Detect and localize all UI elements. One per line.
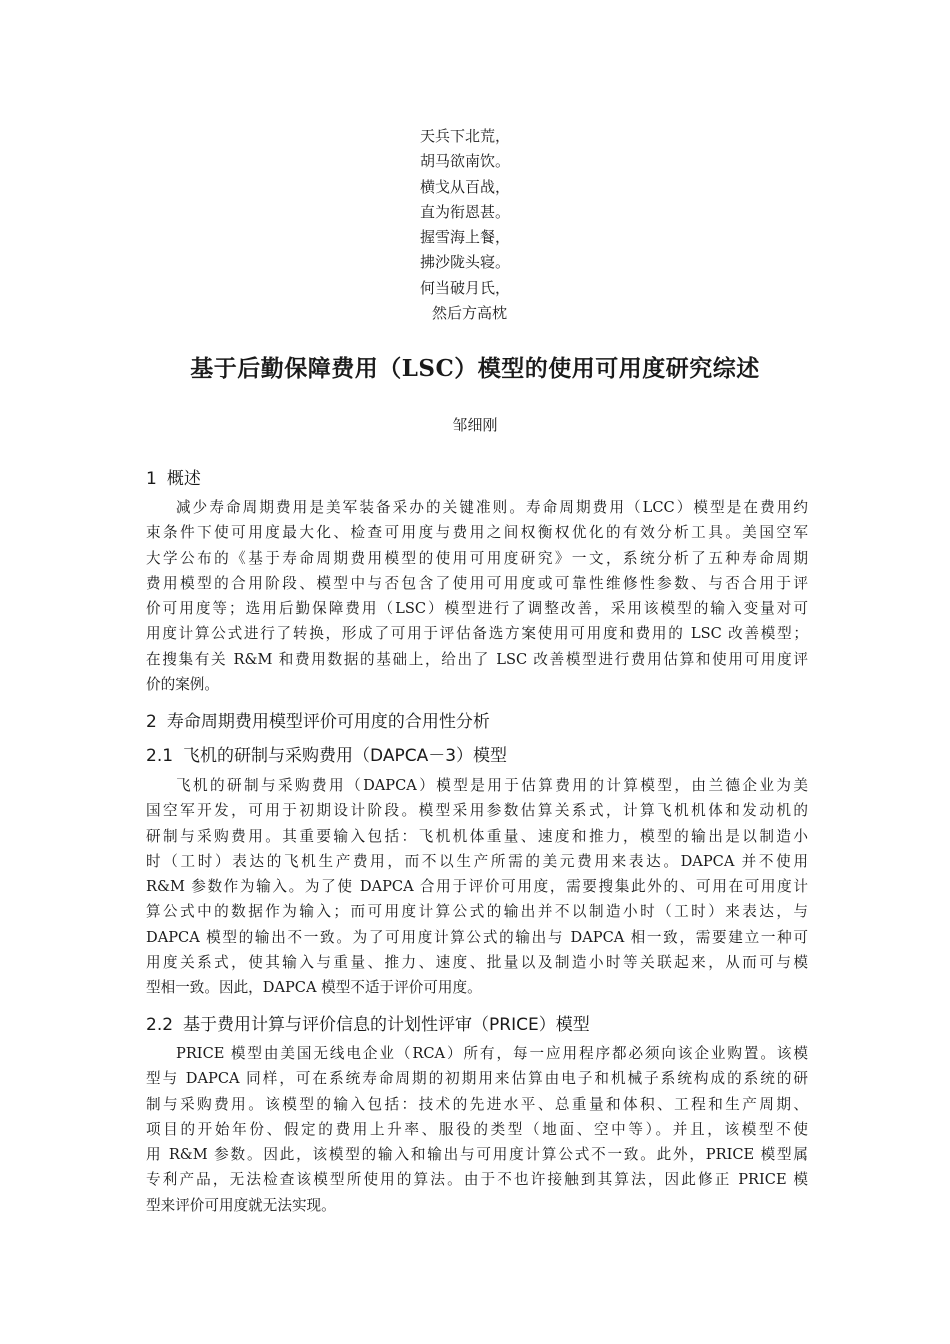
paragraph-line: 制与采购费用。该模型的输入包括：技术的先进水平、总重量和体积、工程和生产周期、 (146, 1095, 808, 1113)
paragraph-line: 研制与采购费用。其重要输入包括：飞机机体重量、速度和推力，模型的输出是以制造小 (146, 827, 808, 845)
section-number: 2.2 (146, 1015, 174, 1035)
paragraph-line: R&M 参数作为输入。为了使 DAPCA 合用于评价可用度，需要搜集此外的、可用在可用度计 (146, 878, 808, 896)
poem-block (420, 124, 560, 326)
paragraph-line: 费用模型的合用阶段、模型中与否包含了使用可用度或可靠性维修性参数、与否合用于评 (146, 574, 808, 592)
paragraph-line: 用 R&M 参数。因此，该模型的输入和输出与可用度计算公式不一致。此外，PRICE 模型属 (146, 1146, 808, 1164)
section-title: 寿命周期费用模型评价可用度的合用性分析 (166, 712, 490, 732)
section-2-2-paragraph (146, 1041, 808, 1218)
section-title: 基于费用计算与评价信息的计划性评审（PRICE）模型 (183, 1015, 590, 1035)
section-number: 2 (146, 712, 157, 732)
section-number: 1 (146, 469, 157, 489)
poem-line: 胡马欲南饮。 (420, 152, 511, 171)
poem-line: 横戈从百战， (420, 177, 511, 196)
document-title: 基于后勤保障费用（LSC）模型的使用可用度研究综述 (190, 355, 760, 382)
paragraph-line: 价可用度等；选用后勤保障费用（LSC）模型进行了调整改善，采用该模型的输入变量对可 (146, 600, 808, 618)
paragraph-line: 用度关系式，使其输入与重量、推力、速度、批量以及制造小时等关联起来，从而可与模 (146, 954, 808, 972)
author-name: 邹细刚 (452, 416, 498, 434)
poem-line: 然后方高枕 (432, 304, 508, 323)
poem-line: 直为衔恩甚。 (420, 202, 511, 221)
poem-line: 拂沙陇头寝。 (420, 253, 511, 272)
section-title: 概述 (166, 469, 201, 489)
paragraph-line: 专利产品，无法检查该模型所使用的算法。由于不也许接触到其算法，因此修正 PRICE 模 (146, 1171, 808, 1189)
section-heading-2-2 (146, 1010, 590, 1035)
poem-line: 天兵下北荒， (420, 127, 511, 145)
section-heading-2 (146, 707, 490, 732)
section-heading-1 (146, 464, 201, 489)
paragraph-line: 大学公布的《基于寿命周期费用模型的使用可用度研究》一文，系统分析了五种寿命周期 (146, 549, 808, 567)
paragraph-line: 型相一致。因此，DAPCA 模型不适于评价可用度。 (146, 979, 482, 997)
paragraph-line: 时（工时）表达的飞机生产费用，而不以生产所需的美元费用来表达。DAPCA 并不使用 (146, 852, 808, 870)
paragraph-line: DAPCA 模型的输出不一致。为了可用度计算公式的输出与 DAPCA 相一致，需要建立一种可 (146, 928, 808, 946)
paragraph-line: 束条件下使可用度最大化、检查可用度与费用之间权衡权优化的有效分析工具。美国空军 (146, 524, 808, 542)
section-1-paragraph (146, 495, 808, 697)
poem-line: 何当破月氏， (420, 278, 511, 297)
paragraph-line: 项目的开始年份、假定的费用上升率、服役的类型（地面、空中等）。并且，该模型不使 (146, 1120, 808, 1138)
paragraph-line: 飞机的研制与采购费用（DAPCA）模型是用于估算费用的计算模型，由兰德企业为美 (176, 777, 808, 794)
paragraph-line: PRICE 模型由美国无线电企业（RCA）所有，每一应用程序都必须向该企业购置。该模 (176, 1045, 808, 1062)
paragraph-line: 减少寿命周期费用是美军装备采办的关键准则。寿命周期费用（LCC）模型是在费用约 (176, 499, 808, 516)
section-heading-2-1 (146, 741, 507, 766)
paragraph-line: 算公式中的数据作为输入；而可用度计算公式的输出并不以制造小时（工时）来表达，与 (146, 903, 808, 921)
paragraph-line: 在搜集有关 R&M 和费用数据的基础上，给出了 LSC 改善模型进行费用估算和使用可用度评 (146, 650, 808, 668)
poem-line: 握雪海上餐， (420, 228, 511, 247)
paragraph-line: 价的案例。 (146, 676, 219, 694)
section-2-1-paragraph (146, 773, 808, 1001)
paragraph-line: 型与 DAPCA 同样，可在系统寿命周期的初期用来估算由电子和机械子系统构成的系统的研 (146, 1070, 808, 1088)
paragraph-line: 用度计算公式进行了转换，形成了可用于评估备选方案使用可用度和费用的 LSC 改善模型； (146, 625, 808, 643)
section-title: 飞机的研制与采购费用（DAPCA－3）模型 (183, 746, 508, 766)
section-number: 2.1 (146, 746, 174, 766)
paragraph-line: 国空军开发，可用于初期设计阶段。模型采用参数估算关系式，计算飞机机体和发动机的 (146, 802, 808, 820)
paragraph-line: 型来评价可用度就无法实现。 (146, 1196, 336, 1214)
